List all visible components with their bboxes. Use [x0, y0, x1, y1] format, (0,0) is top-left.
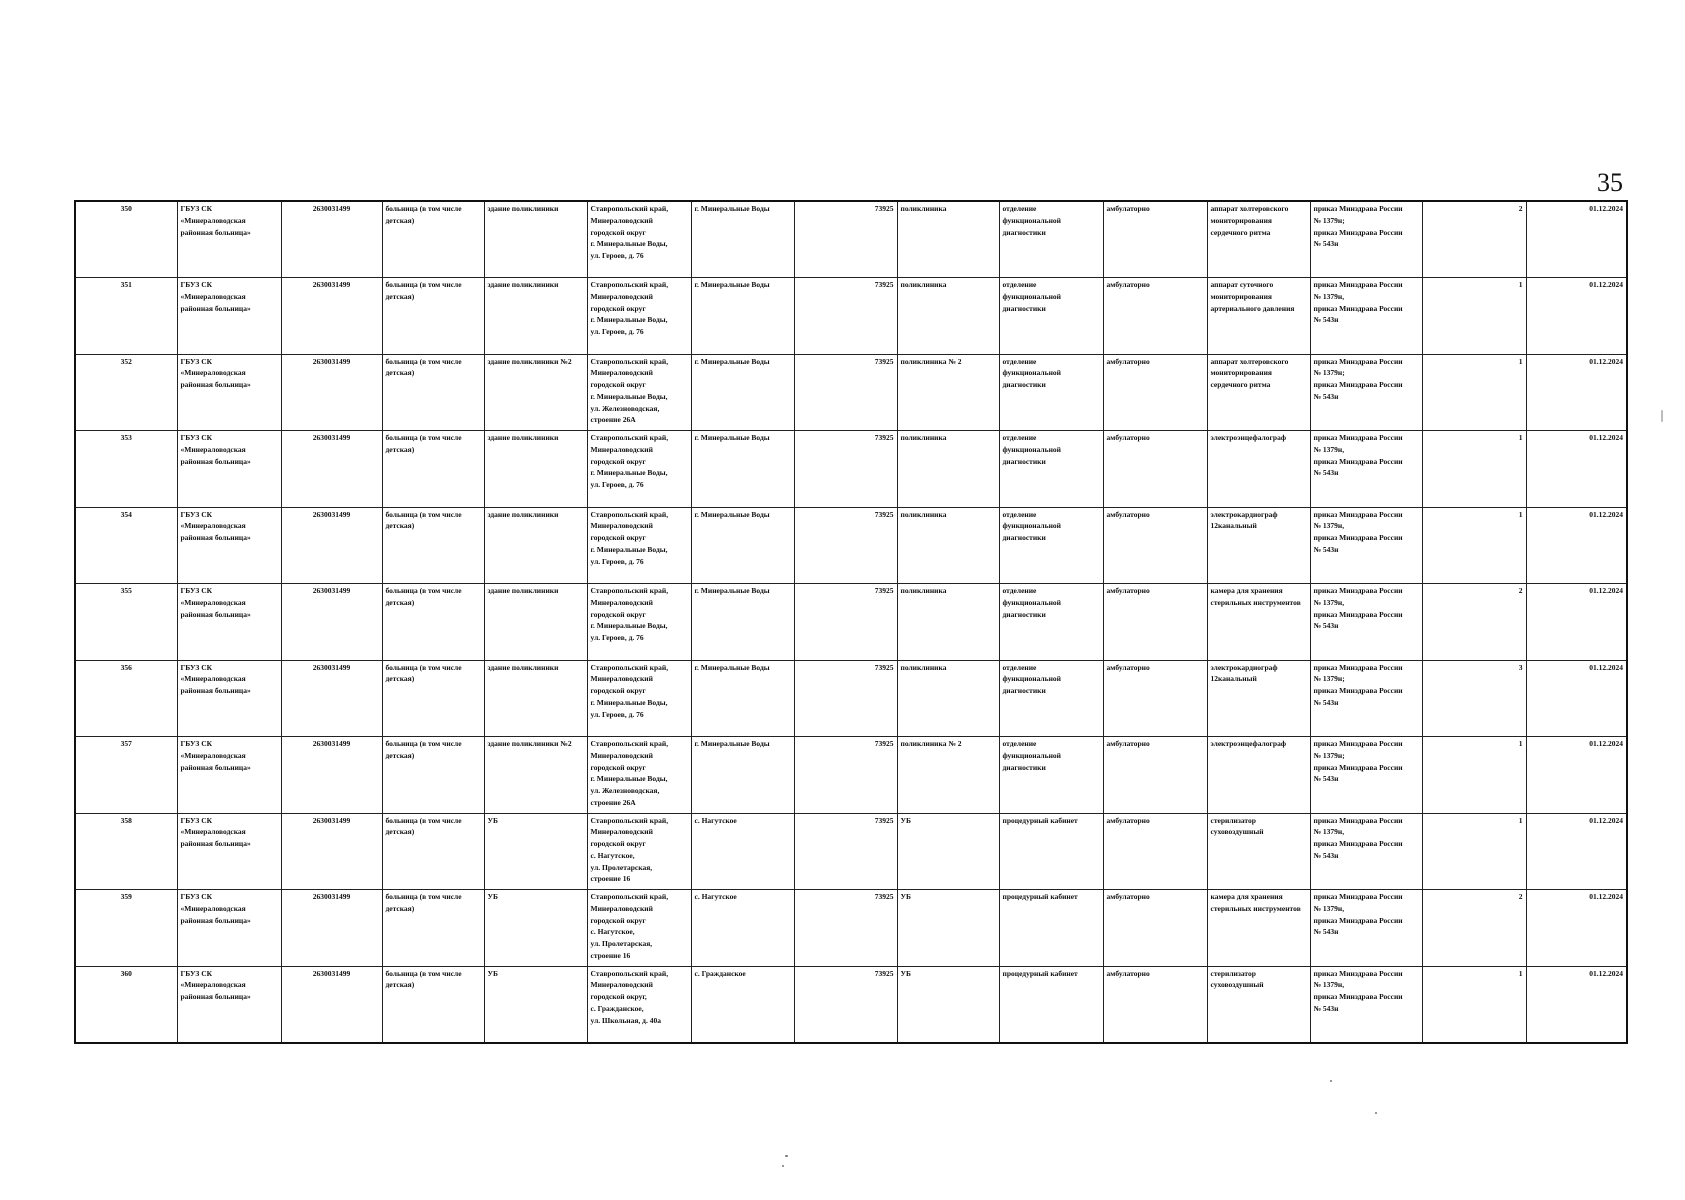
equipment-cell: электроэнцефалограф: [1207, 431, 1310, 508]
care-conditions-cell: амбулаторно: [1103, 966, 1207, 1043]
table-row: [75, 890, 1627, 967]
address-cell: Ставропольский край, Минераловодский городской округ г. Минеральные Воды, ул. Героев, д. 76: [587, 507, 691, 584]
facility-type-cell: больница (в том числе детская): [382, 431, 484, 508]
oktmo-code-cell: 73925: [794, 201, 897, 278]
page-number: 35: [1597, 168, 1623, 197]
subdivision-cell: поликлиника: [897, 431, 999, 508]
date-cell: 01.12.2024: [1526, 660, 1627, 737]
row-number-cell: 357: [75, 737, 177, 814]
organization-cell: ГБУЗ СК «Минераловодская районная больница»: [177, 507, 281, 584]
subdivision-cell: поликлиника: [897, 201, 999, 278]
equipment-cell: аппарат холтеровского мониторирования сердечного ритма: [1207, 354, 1310, 431]
organization-cell: ГБУЗ СК «Минераловодская районная больница»: [177, 354, 281, 431]
organization-cell: ГБУЗ СК «Минераловодская районная больница»: [177, 431, 281, 508]
building-cell: УБ: [484, 890, 587, 967]
equipment-cell: электроэнцефалограф: [1207, 737, 1310, 814]
row-number-cell: 359: [75, 890, 177, 967]
oktmo-code-cell: 73925: [794, 737, 897, 814]
inn-cell: 2630031499: [281, 507, 382, 584]
locality-cell: с. Гражданское: [691, 966, 794, 1043]
oktmo-code-cell: 73925: [794, 278, 897, 355]
table-row: [75, 966, 1627, 1043]
subdivision-cell: поликлиника: [897, 660, 999, 737]
inn-cell: 2630031499: [281, 431, 382, 508]
date-cell: 01.12.2024: [1526, 431, 1627, 508]
order-reference-cell: приказ Минздрава России № 1379н, приказ Минздрава России № 543н: [1310, 584, 1422, 661]
locality-cell: г. Минеральные Воды: [691, 584, 794, 661]
building-cell: здание поликлиники: [484, 278, 587, 355]
quantity-cell: 2: [1422, 201, 1526, 278]
organization-cell: ГБУЗ СК «Минераловодская районная больница»: [177, 966, 281, 1043]
date-cell: 01.12.2024: [1526, 507, 1627, 584]
locality-cell: г. Минеральные Воды: [691, 431, 794, 508]
quantity-cell: 1: [1422, 737, 1526, 814]
order-reference-cell: приказ Минздрава России № 1379н; приказ Минздрава России № 543н: [1310, 201, 1422, 278]
address-cell: Ставропольский край, Минераловодский городской округ г. Минеральные Воды, ул. Героев, д. 76: [587, 584, 691, 661]
department-cell: отделение функциональной диагностики: [999, 201, 1103, 278]
subdivision-cell: поликлиника № 2: [897, 354, 999, 431]
locality-cell: с. Нагутское: [691, 813, 794, 890]
organization-cell: ГБУЗ СК «Минераловодская районная больница»: [177, 201, 281, 278]
date-cell: 01.12.2024: [1526, 737, 1627, 814]
facility-type-cell: больница (в том числе детская): [382, 584, 484, 661]
oktmo-code-cell: 73925: [794, 966, 897, 1043]
locality-cell: г. Минеральные Воды: [691, 278, 794, 355]
facility-type-cell: больница (в том числе детская): [382, 354, 484, 431]
facility-type-cell: больница (в том числе детская): [382, 278, 484, 355]
inn-cell: 2630031499: [281, 890, 382, 967]
quantity-cell: 1: [1422, 278, 1526, 355]
building-cell: здание поликлиники: [484, 584, 587, 661]
subdivision-cell: поликлиника: [897, 584, 999, 661]
building-cell: УБ: [484, 966, 587, 1043]
order-reference-cell: приказ Минздрава России № 1379н; приказ Минздрава России № 543н: [1310, 354, 1422, 431]
inn-cell: 2630031499: [281, 813, 382, 890]
oktmo-code-cell: 73925: [794, 813, 897, 890]
oktmo-code-cell: 73925: [794, 584, 897, 661]
care-conditions-cell: амбулаторно: [1103, 584, 1207, 661]
address-cell: Ставропольский край, Минераловодский городской округ, с. Гражданское, ул. Школьная, д. 40а: [587, 966, 691, 1043]
address-cell: Ставропольский край, Минераловодский городской округ г. Минеральные Воды, ул. Героев, д. 76: [587, 278, 691, 355]
table-row: [75, 660, 1627, 737]
quantity-cell: 1: [1422, 966, 1526, 1043]
row-number-cell: 360: [75, 966, 177, 1043]
oktmo-code-cell: 73925: [794, 890, 897, 967]
quantity-cell: 2: [1422, 584, 1526, 661]
address-cell: Ставропольский край, Минераловодский городской округ г. Минеральные Воды, ул. Героев, д. 76: [587, 431, 691, 508]
facility-type-cell: больница (в том числе детская): [382, 507, 484, 584]
quantity-cell: 2: [1422, 890, 1526, 967]
equipment-cell: стерилизатор суховоздушный: [1207, 813, 1310, 890]
building-cell: здание поликлиники: [484, 660, 587, 737]
quantity-cell: 1: [1422, 507, 1526, 584]
inn-cell: 2630031499: [281, 584, 382, 661]
inn-cell: 2630031499: [281, 737, 382, 814]
equipment-cell: электрокардиограф 12канальный: [1207, 507, 1310, 584]
row-number-cell: 355: [75, 584, 177, 661]
order-reference-cell: приказ Минздрава России № 1379н, приказ Минздрава России № 543н: [1310, 813, 1422, 890]
oktmo-code-cell: 73925: [794, 354, 897, 431]
facility-type-cell: больница (в том числе детская): [382, 966, 484, 1043]
equipment-registry-table: [74, 200, 1628, 1044]
department-cell: отделение функциональной диагностики: [999, 431, 1103, 508]
order-reference-cell: приказ Минздрава России № 1379н, приказ Минздрава России № 543н: [1310, 431, 1422, 508]
building-cell: УБ: [484, 813, 587, 890]
date-cell: 01.12.2024: [1526, 201, 1627, 278]
quantity-cell: 1: [1422, 354, 1526, 431]
order-reference-cell: приказ Минздрава России № 1379н; приказ Минздрава России № 543н: [1310, 737, 1422, 814]
department-cell: отделение функциональной диагностики: [999, 354, 1103, 431]
row-number-cell: 352: [75, 354, 177, 431]
row-number-cell: 358: [75, 813, 177, 890]
quantity-cell: 3: [1422, 660, 1526, 737]
inn-cell: 2630031499: [281, 201, 382, 278]
department-cell: отделение функциональной диагностики: [999, 584, 1103, 661]
table-row: [75, 431, 1627, 508]
locality-cell: г. Минеральные Воды: [691, 201, 794, 278]
table-row: [75, 507, 1627, 584]
organization-cell: ГБУЗ СК «Минераловодская районная больница»: [177, 813, 281, 890]
scan-speck: [1661, 410, 1663, 422]
subdivision-cell: поликлиника: [897, 278, 999, 355]
equipment-cell: стерилизатор суховоздушный: [1207, 966, 1310, 1043]
order-reference-cell: приказ Минздрава России № 1379н, приказ Минздрава России № 543н: [1310, 890, 1422, 967]
oktmo-code-cell: 73925: [794, 507, 897, 584]
care-conditions-cell: амбулаторно: [1103, 890, 1207, 967]
organization-cell: ГБУЗ СК «Минераловодская районная больница»: [177, 890, 281, 967]
date-cell: 01.12.2024: [1526, 966, 1627, 1043]
scan-speck: [1330, 1080, 1332, 1082]
registry-body: [75, 201, 1627, 1043]
facility-type-cell: больница (в том числе детская): [382, 890, 484, 967]
scan-speck: [785, 1155, 788, 1157]
subdivision-cell: УБ: [897, 966, 999, 1043]
table-row: [75, 737, 1627, 814]
care-conditions-cell: амбулаторно: [1103, 813, 1207, 890]
locality-cell: г. Минеральные Воды: [691, 507, 794, 584]
row-number-cell: 353: [75, 431, 177, 508]
care-conditions-cell: амбулаторно: [1103, 431, 1207, 508]
address-cell: Ставропольский край, Минераловодский городской округ г. Минеральные Воды, ул. Героев, д. 76: [587, 660, 691, 737]
date-cell: 01.12.2024: [1526, 813, 1627, 890]
facility-type-cell: больница (в том числе детская): [382, 737, 484, 814]
organization-cell: ГБУЗ СК «Минераловодская районная больница»: [177, 737, 281, 814]
row-number-cell: 356: [75, 660, 177, 737]
oktmo-code-cell: 73925: [794, 431, 897, 508]
department-cell: процедурный кабинет: [999, 890, 1103, 967]
address-cell: Ставропольский край, Минераловодский городской округ с. Нагутское, ул. Пролетарская, строение 16: [587, 813, 691, 890]
department-cell: процедурный кабинет: [999, 813, 1103, 890]
building-cell: здание поликлиники: [484, 201, 587, 278]
department-cell: отделение функциональной диагностики: [999, 660, 1103, 737]
facility-type-cell: больница (в том числе детская): [382, 660, 484, 737]
inn-cell: 2630031499: [281, 966, 382, 1043]
date-cell: 01.12.2024: [1526, 890, 1627, 967]
organization-cell: ГБУЗ СК «Минераловодская районная больница»: [177, 278, 281, 355]
equipment-cell: камера для хранения стерильных инструментов: [1207, 584, 1310, 661]
row-number-cell: 354: [75, 507, 177, 584]
order-reference-cell: приказ Минздрава России № 1379н, приказ Минздрава России № 543н: [1310, 966, 1422, 1043]
care-conditions-cell: амбулаторно: [1103, 660, 1207, 737]
order-reference-cell: приказ Минздрава России № 1379н, приказ Минздрава России № 543н: [1310, 278, 1422, 355]
address-cell: Ставропольский край, Минераловодский городской округ г. Минеральные Воды, ул. Железноводская, строение 26А: [587, 737, 691, 814]
facility-type-cell: больница (в том числе детская): [382, 813, 484, 890]
equipment-cell: электрокардиограф 12канальный: [1207, 660, 1310, 737]
row-number-cell: 351: [75, 278, 177, 355]
building-cell: здание поликлиники: [484, 507, 587, 584]
table-row: [75, 201, 1627, 278]
oktmo-code-cell: 73925: [794, 660, 897, 737]
organization-cell: ГБУЗ СК «Минераловодская районная больница»: [177, 584, 281, 661]
equipment-cell: камера для хранения стерильных инструментов: [1207, 890, 1310, 967]
subdivision-cell: поликлиника: [897, 507, 999, 584]
scan-speck: [782, 1165, 784, 1167]
building-cell: здание поликлиники №2: [484, 354, 587, 431]
order-reference-cell: приказ Минздрава России № 1379н; приказ Минздрава России № 543н: [1310, 660, 1422, 737]
date-cell: 01.12.2024: [1526, 584, 1627, 661]
care-conditions-cell: амбулаторно: [1103, 354, 1207, 431]
equipment-cell: аппарат суточного мониторирования артериального давления: [1207, 278, 1310, 355]
table-row: [75, 584, 1627, 661]
locality-cell: с. Нагутское: [691, 890, 794, 967]
care-conditions-cell: амбулаторно: [1103, 507, 1207, 584]
equipment-cell: аппарат холтеровского мониторирования сердечного ритма: [1207, 201, 1310, 278]
table-row: [75, 278, 1627, 355]
address-cell: Ставропольский край, Минераловодский городской округ г. Минеральные Воды, ул. Героев, д. 76: [587, 201, 691, 278]
locality-cell: г. Минеральные Воды: [691, 354, 794, 431]
address-cell: Ставропольский край, Минераловодский городской округ с. Нагутское, ул. Пролетарская, строение 16: [587, 890, 691, 967]
locality-cell: г. Минеральные Воды: [691, 737, 794, 814]
building-cell: здание поликлиники: [484, 431, 587, 508]
department-cell: отделение функциональной диагностики: [999, 278, 1103, 355]
department-cell: отделение функциональной диагностики: [999, 737, 1103, 814]
organization-cell: ГБУЗ СК «Минераловодская районная больница»: [177, 660, 281, 737]
building-cell: здание поликлиники №2: [484, 737, 587, 814]
inn-cell: 2630031499: [281, 278, 382, 355]
row-number-cell: 350: [75, 201, 177, 278]
care-conditions-cell: амбулаторно: [1103, 278, 1207, 355]
subdivision-cell: УБ: [897, 890, 999, 967]
subdivision-cell: УБ: [897, 813, 999, 890]
scan-speck: [1375, 1112, 1377, 1114]
table-row: [75, 354, 1627, 431]
address-cell: Ставропольский край, Минераловодский городской округ г. Минеральные Воды, ул. Железноводская, строение 26А: [587, 354, 691, 431]
date-cell: 01.12.2024: [1526, 278, 1627, 355]
facility-type-cell: больница (в том числе детская): [382, 201, 484, 278]
care-conditions-cell: амбулаторно: [1103, 737, 1207, 814]
quantity-cell: 1: [1422, 813, 1526, 890]
order-reference-cell: приказ Минздрава России № 1379н, приказ Минздрава России № 543н: [1310, 507, 1422, 584]
subdivision-cell: поликлиника № 2: [897, 737, 999, 814]
inn-cell: 2630031499: [281, 354, 382, 431]
date-cell: 01.12.2024: [1526, 354, 1627, 431]
department-cell: отделение функциональной диагностики: [999, 507, 1103, 584]
inn-cell: 2630031499: [281, 660, 382, 737]
locality-cell: г. Минеральные Воды: [691, 660, 794, 737]
department-cell: процедурный кабинет: [999, 966, 1103, 1043]
quantity-cell: 1: [1422, 431, 1526, 508]
table-row: [75, 813, 1627, 890]
care-conditions-cell: амбулаторно: [1103, 201, 1207, 278]
